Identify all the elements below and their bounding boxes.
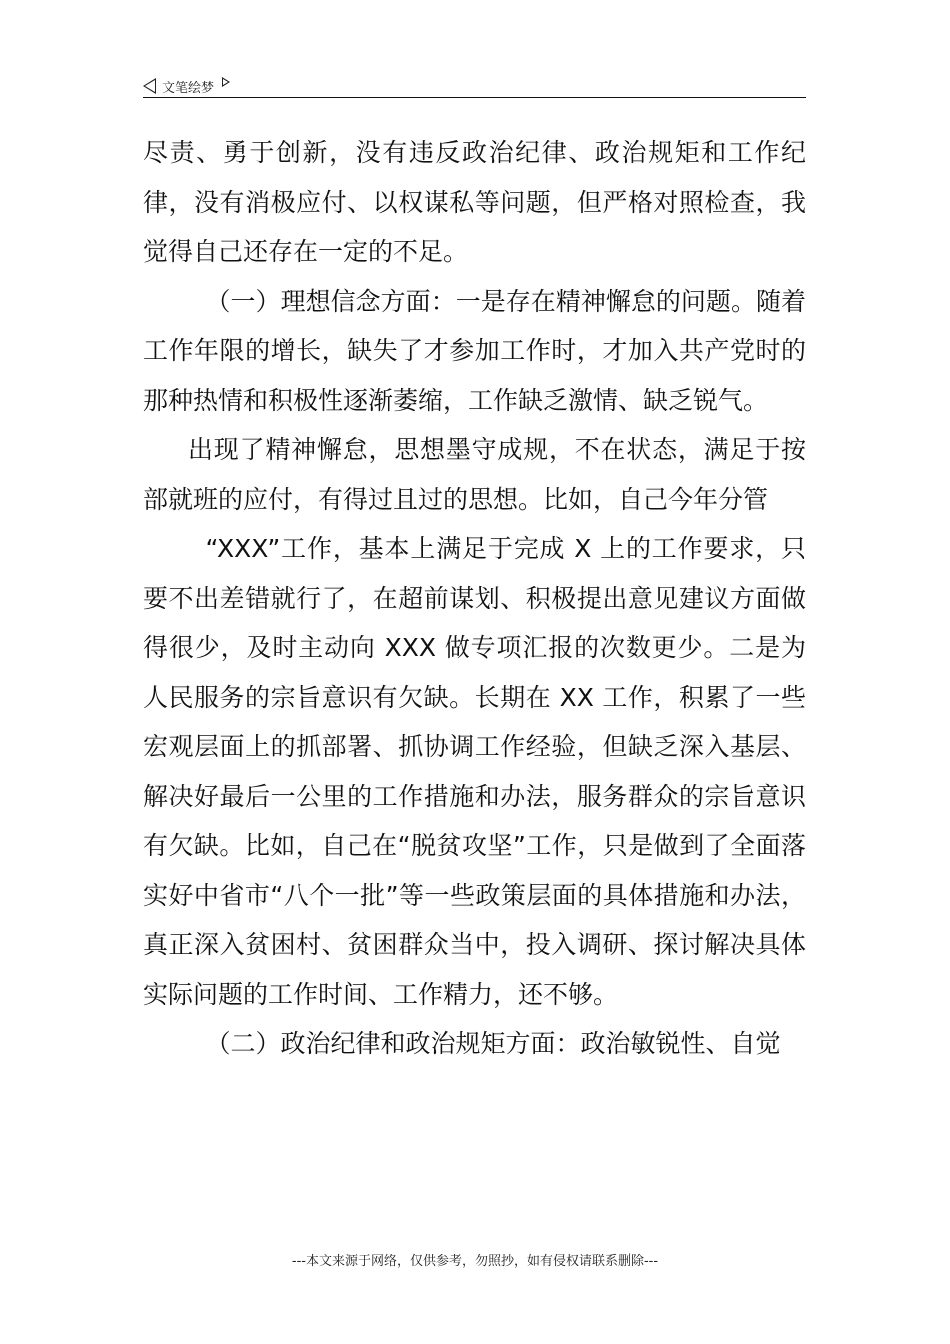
paragraph: 出现了精神懈怠，思想墨守成规，不在状态，满足于按部就班的应付，有得过且过的思想。比如，自己今年分管: [143, 435, 806, 514]
header-divider: [143, 97, 806, 98]
triangle-right-icon: [222, 77, 230, 87]
page-header: [143, 74, 806, 98]
paragraph: 尽责、勇于创新，没有违反政治纪律、政治规矩和工作纪律，没有消极应付、以权谋私等问题，但严格对照检查，我觉得自己还存在一定的不足。: [143, 138, 806, 266]
footer-disclaimer: ---本文来源于网络，仅供参考，勿照抄，如有侵权请联系删除---: [291, 1254, 659, 1269]
document-body: [143, 128, 806, 1069]
header-title: 文笔绘梦: [162, 80, 215, 96]
paragraph: （一）理想信念方面：一是存在精神懈怠的问题。随着工作年限的增长，缺失了才参加工作时，才加入共产党时的那种热情和积极性逐渐萎缩，工作缺乏激情、缺乏锐气。: [143, 286, 806, 415]
paragraph: “XXX”工作，基本上满足于完成 X 上的工作要求，只要不出差错就行了，在超前谋划、积极提出意见建议方面做得很少，及时主动向 XXX 做专项汇报的次数更少。二是为人民服务的宗旨意识有欠缺。长期在 XX 工作，积累了一些宏观层面上的抓部署、抓协调工作经验，但缺乏深入基层、解决好最后一公里的工作措施和办法，服务群众的宗旨意识有欠缺。比如，自己在“脱贫攻坚”工作，只是做到了全面落实好中省市“八个一批”等一些政策层面的具体措施和办法，真正深入贫困村、贫困群众当中，投入调研、探讨解决具体实际问题的工作时间、工作精力，还不够。: [143, 534, 806, 1009]
paragraph: （二）政治纪律和政治规矩方面：政治敏锐性、自觉: [205, 1029, 781, 1058]
triangle-left-icon: [143, 78, 156, 94]
